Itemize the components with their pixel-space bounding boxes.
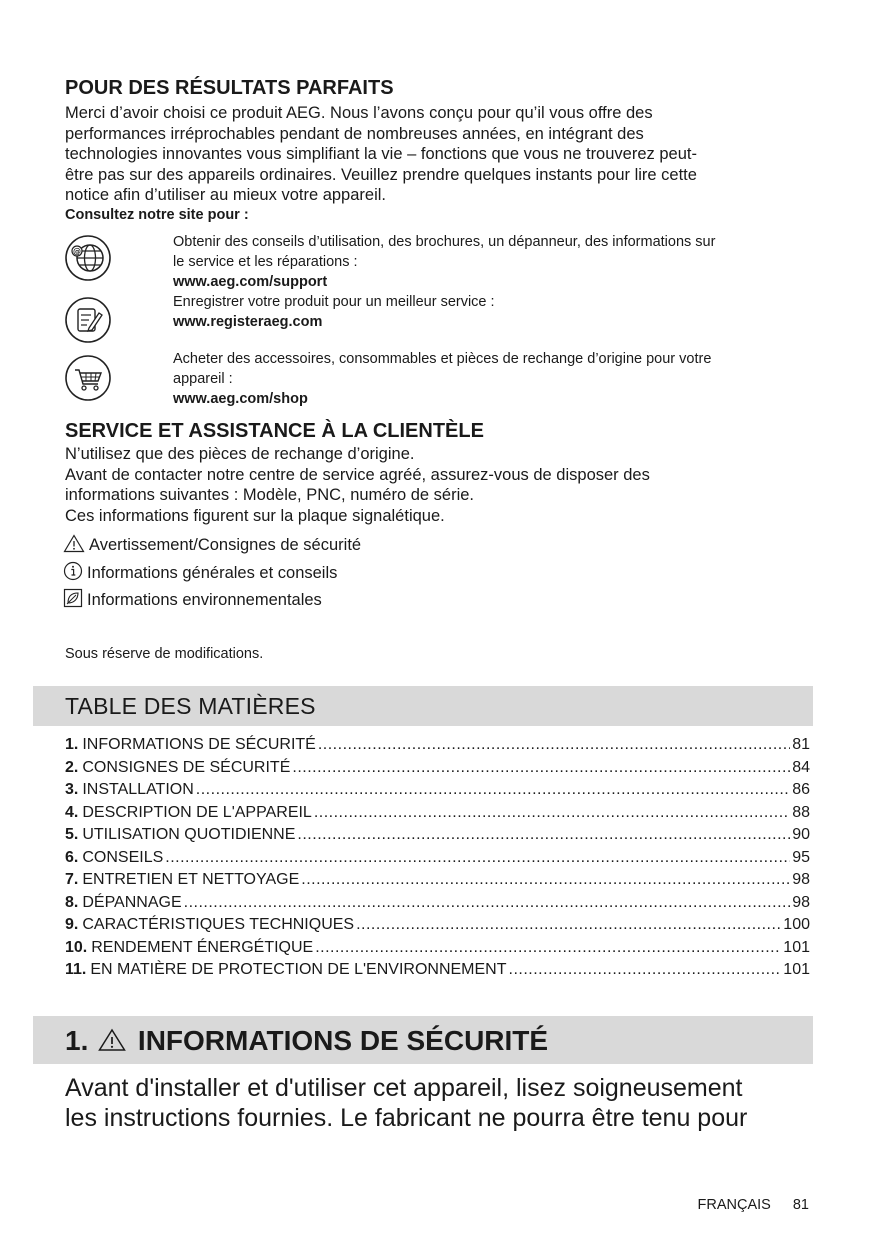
toc-leader bbox=[356, 916, 781, 934]
toc-entry[interactable] bbox=[65, 871, 810, 894]
safety-title-text: INFORMATIONS DE SÉCURITÉ bbox=[137, 1025, 549, 1056]
page-footer bbox=[698, 1197, 809, 1213]
legend-environment bbox=[63, 588, 322, 610]
toc-page: 86 bbox=[792, 781, 810, 798]
leaf-icon bbox=[63, 588, 83, 608]
service-para-line: informations suivantes : Modèle, PNC, numéro de série. bbox=[65, 486, 475, 505]
toc-leader bbox=[196, 781, 790, 799]
toc-entry[interactable] bbox=[65, 849, 810, 872]
toc-entry[interactable] bbox=[65, 781, 810, 804]
safety-title bbox=[65, 1025, 548, 1057]
footer-language: FRANÇAIS bbox=[697, 1197, 771, 1213]
toc-leader bbox=[301, 871, 790, 889]
service-para-line: Ces informations figurent sur la plaque signalétique. bbox=[65, 506, 445, 525]
toc-entry[interactable] bbox=[65, 826, 810, 849]
toc-number: 3. bbox=[65, 781, 79, 798]
toc-page: 101 bbox=[783, 938, 810, 956]
toc-label: EN MATIÈRE DE PROTECTION DE L'ENVIRONNEMENT bbox=[90, 961, 507, 978]
toc-entry[interactable] bbox=[65, 804, 810, 827]
intro-paragraph bbox=[65, 103, 810, 206]
safety-number: 1. bbox=[65, 1025, 89, 1056]
toc-title: TABLE DES MATIÈRES bbox=[65, 693, 316, 719]
service-line: appareil : bbox=[173, 371, 233, 387]
toc-leader bbox=[165, 849, 790, 867]
change-notice: Sous réserve de modifications. bbox=[65, 646, 264, 662]
service-shop bbox=[173, 349, 813, 409]
legend-warning bbox=[63, 534, 361, 555]
toc-number: 4. bbox=[65, 803, 79, 821]
toc-page: 84 bbox=[792, 758, 810, 776]
toc-leader bbox=[318, 736, 790, 754]
toc-number: 2. bbox=[65, 758, 79, 776]
toc-entry[interactable] bbox=[65, 759, 810, 782]
toc-leader bbox=[292, 759, 790, 777]
toc-label: CONSEILS bbox=[82, 848, 164, 866]
intro-line: être pas sur des appareils ordinaires. Veuillez prendre quelques instants pour lire cette bbox=[65, 165, 697, 184]
service-support bbox=[173, 232, 813, 292]
warning-icon bbox=[63, 534, 85, 553]
toc-number: 11. bbox=[65, 961, 87, 978]
globe-icon bbox=[64, 234, 112, 282]
intro-line: Merci d’avoir choisi ce produit AEG. Nous l’avons conçu pour qu’il vous offre des bbox=[65, 104, 653, 122]
info-icon bbox=[63, 561, 83, 581]
toc-header bbox=[33, 686, 813, 726]
register-icon bbox=[64, 296, 112, 344]
toc-page: 95 bbox=[792, 848, 810, 866]
cart-icon bbox=[64, 354, 112, 402]
legend-label: Informations environnementales bbox=[87, 591, 322, 609]
service-para-line: Avant de contacter notre centre de service agréé, assurez-vous de disposer des bbox=[65, 465, 650, 484]
table-of-contents bbox=[65, 736, 810, 984]
toc-label: INFORMATIONS DE SÉCURITÉ bbox=[82, 736, 316, 753]
toc-number: 6. bbox=[65, 848, 79, 866]
toc-entry[interactable] bbox=[65, 736, 810, 759]
intro-line: technologies innovantes vous simplifiant la vie – fonctions que vous ne trouverez peut- bbox=[65, 145, 697, 164]
safety-header bbox=[33, 1016, 813, 1064]
service-register bbox=[173, 292, 813, 332]
service-line: Acheter des accessoires, consommables et pièces de rechange d’origine pour votre bbox=[173, 351, 712, 367]
service-line: le service et les réparations : bbox=[173, 254, 358, 270]
toc-number: 9. bbox=[65, 916, 79, 933]
toc-page: 81 bbox=[792, 736, 810, 753]
svg-text:@: @ bbox=[73, 247, 81, 256]
legend-label: Avertissement/Consignes de sécurité bbox=[89, 536, 362, 554]
toc-label: DÉPANNAGE bbox=[82, 893, 182, 911]
toc-label: INSTALLATION bbox=[82, 781, 194, 798]
legend-label: Informations générales et conseils bbox=[87, 564, 338, 582]
service-para-line: N’utilisez que des pièces de rechange d’origine. bbox=[65, 445, 415, 463]
toc-label: CONSIGNES DE SÉCURITÉ bbox=[82, 758, 291, 776]
toc-page: 90 bbox=[792, 826, 810, 843]
service-paragraph bbox=[65, 444, 810, 526]
toc-label: UTILISATION QUOTIDIENNE bbox=[82, 826, 296, 843]
toc-page: 98 bbox=[792, 871, 810, 888]
toc-page: 100 bbox=[783, 916, 810, 933]
intro-line: notice afin d’utiliser au mieux votre appareil. bbox=[65, 186, 387, 205]
service-line: Enregistrer votre produit pour un meilleur service : bbox=[173, 294, 495, 310]
safety-intro-line: les instructions fournies. Le fabricant ne pourra être tenu pour bbox=[65, 1104, 748, 1132]
toc-label: ENTRETIEN ET NETTOYAGE bbox=[82, 871, 300, 888]
toc-leader bbox=[314, 804, 790, 822]
service-line: Obtenir des conseils d’utilisation, des brochures, un dépanneur, des informations sur bbox=[173, 234, 716, 250]
shop-link[interactable]: www.aeg.com/shop bbox=[173, 391, 308, 407]
toc-number: 1. bbox=[65, 736, 79, 753]
warning-icon bbox=[98, 1028, 126, 1052]
toc-page: 98 bbox=[792, 893, 810, 911]
toc-leader bbox=[509, 961, 782, 979]
toc-entry[interactable] bbox=[65, 939, 810, 962]
page-number: 81 bbox=[792, 1197, 809, 1213]
service-heading: SERVICE ET ASSISTANCE À LA CLIENTÈLE bbox=[65, 420, 484, 442]
toc-entry[interactable] bbox=[65, 894, 810, 917]
legend-info bbox=[63, 561, 337, 583]
toc-number: 5. bbox=[65, 826, 79, 843]
toc-number: 10. bbox=[65, 938, 88, 956]
toc-label: CARACTÉRISTIQUES TECHNIQUES bbox=[82, 916, 355, 933]
safety-intro bbox=[65, 1073, 825, 1133]
toc-entry[interactable] bbox=[65, 961, 810, 984]
toc-label: RENDEMENT ÉNERGÉTIQUE bbox=[91, 938, 314, 956]
toc-entry[interactable] bbox=[65, 916, 810, 939]
toc-number: 7. bbox=[65, 871, 79, 888]
toc-leader bbox=[315, 939, 781, 957]
support-link[interactable]: www.aeg.com/support bbox=[173, 274, 328, 290]
toc-leader bbox=[297, 826, 790, 844]
site-label: Consultez notre site pour : bbox=[65, 207, 249, 223]
safety-intro-line: Avant d'installer et d'utiliser cet appareil, lisez soigneusement bbox=[65, 1074, 743, 1102]
toc-page: 101 bbox=[783, 961, 810, 978]
toc-label: DESCRIPTION DE L'APPAREIL bbox=[82, 803, 312, 821]
toc-page: 88 bbox=[792, 803, 810, 821]
register-link[interactable]: www.registeraeg.com bbox=[173, 314, 323, 330]
toc-number: 8. bbox=[65, 893, 79, 911]
intro-heading: POUR DES RÉSULTATS PARFAITS bbox=[65, 77, 394, 99]
intro-line: performances irréprochables pendant de nombreuses années, en intégrant des bbox=[65, 124, 644, 143]
toc-leader bbox=[184, 894, 791, 912]
